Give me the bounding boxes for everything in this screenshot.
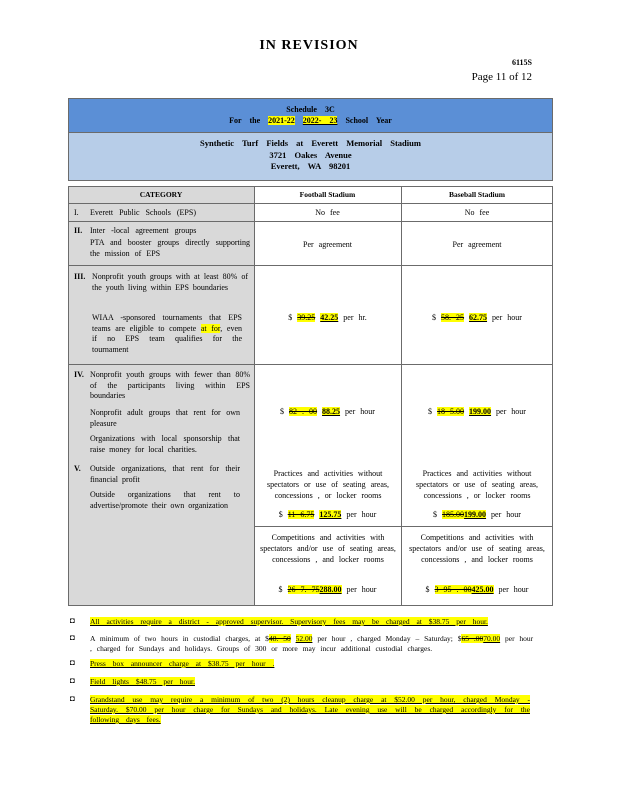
row-2-baseball: Per agreement xyxy=(452,240,502,249)
note-3: Press box announcer charge at $38.75 per hour . xyxy=(90,659,275,668)
football-practices-fee: $ 11 6.75 125.75 per hour xyxy=(278,510,377,519)
facility-address2: Everett, WA 98201 xyxy=(270,161,351,171)
note-5: Grandstand use may require a minimum of two (2) hours cleanup charge at $52.00 per hour, charged Monday - Saturday. $70.00 per hour charge for Sundays and holidays. Late evening use will be charged accordingly for the following days fees. xyxy=(90,695,530,724)
note-1-bullet: ◘ xyxy=(70,616,75,625)
note-2: A minimum of two hours in custodial charges, at $48. 50 52.00 per hour , charged Monday – Saturday; $65 .0070.00 per hour , charged for Sundays and holidays. Groups of 300 or more may incur additional custodial charges. xyxy=(90,634,534,653)
note-2-bullet: ◘ xyxy=(70,633,75,642)
note-4: Field lights $48.75 per hour. xyxy=(90,677,195,686)
row-1-baseball: No fee xyxy=(464,208,490,217)
baseball-competitions-text: Competitions and activities with spectators and/or use of seating areas, concessions , and locker rooms xyxy=(409,533,545,564)
football-practices-text: Practices and activities without spectators or use of seating areas, concessions , or locker rooms xyxy=(266,469,390,500)
school-year-line: For the 2021-22 2022- 23 School Year xyxy=(229,116,392,125)
row-2-num: II. xyxy=(74,226,83,235)
football-competitions-text: Competitions and activities with spectators and/or use of seating areas, concessions , and locker rooms xyxy=(260,533,396,564)
page-title: IN REVISION xyxy=(259,38,359,53)
year-new: 2022- 23 xyxy=(302,116,338,125)
row-5-num: V. xyxy=(74,464,81,473)
row-3-text1: Nonprofit youth groups with at least 80% of the youth living within EPS boundaries xyxy=(92,272,248,292)
facility-header xyxy=(68,133,553,181)
row-5-text1: Outside organizations, that rent for their financial profit xyxy=(90,464,240,484)
row-2-text2: PTA and booster groups directly supporting the mission of EPS xyxy=(90,238,250,258)
baseball-practices-fee: $ 185.00199.00 per hour xyxy=(433,510,521,519)
column-divider xyxy=(401,186,402,606)
baseball-competitions-fee: $ 3 95 . 00425.00 per hour xyxy=(425,585,529,594)
header-football: Football Stadium xyxy=(299,190,356,199)
header-baseball: Baseball Stadium xyxy=(448,190,506,199)
facility-address1: 3721 Oakes Avenue xyxy=(269,150,352,160)
facility-name: Synthetic Turf Fields at Everett Memorial Stadium xyxy=(200,138,421,148)
row-2-text1: Inter -local agreement groups xyxy=(90,226,197,235)
row-5-text2: Outside organizations that rent to advertise/promote their own organization xyxy=(90,490,240,510)
row-3-text2: WIAA -sponsored tournaments that EPS teams are eligible to compete at for, even if no EPS team qualifies for the tournament xyxy=(92,313,242,354)
row-4-text3: Organizations with local sponsorship that raise money for local charities. xyxy=(90,434,240,454)
row-1-football: No fee xyxy=(315,208,340,217)
doc-number: 6115S xyxy=(511,58,532,67)
note-3-bullet: ◘ xyxy=(70,658,75,667)
note-5-bullet: ◘ xyxy=(70,694,75,703)
note-1: All activities require a district - approved supervisor. Supervisory fees may be charged at $38.75 per hour. xyxy=(90,617,488,626)
schedule-label: Schedule 3C xyxy=(286,105,335,114)
row-3-baseball-fee: $ 58. 25 62.75 per hour xyxy=(432,313,522,322)
row-4-text2: Nonprofit adult groups that rent for own pleasure xyxy=(90,408,240,428)
year-old: 2021-22 xyxy=(268,116,295,125)
row-3-football-fee: $ 39.25 42.25 per hr. xyxy=(288,313,367,322)
note-4-bullet: ◘ xyxy=(70,676,75,685)
header-category: CATEGORY xyxy=(139,190,183,199)
row-2-football: Per agreement xyxy=(303,240,352,249)
baseball-practices-text: Practices and activities without spectators or use of seating areas, concessions , or locker rooms xyxy=(415,469,539,500)
row-4-football-fee: $ 82 . 00 88.25 per hour xyxy=(280,407,375,416)
page-number: Page 11 of 12 xyxy=(471,71,532,83)
schedule-header xyxy=(68,98,553,133)
football-competitions-fee: $ 26 7. 75288.00 per hour xyxy=(278,585,377,594)
row-4-num: IV. xyxy=(74,370,84,379)
row-1-num: I. xyxy=(74,208,79,217)
row-3-num: III. xyxy=(74,272,86,281)
row-4-baseball-fee: $ 18 5.00 199.00 per hour xyxy=(428,407,526,416)
row-4-text1: Nonprofit youth groups with fewer than 80% of the participants living within EPS boundaries xyxy=(90,370,250,400)
row-1-text: Everett Public Schools (EPS) xyxy=(90,208,196,217)
